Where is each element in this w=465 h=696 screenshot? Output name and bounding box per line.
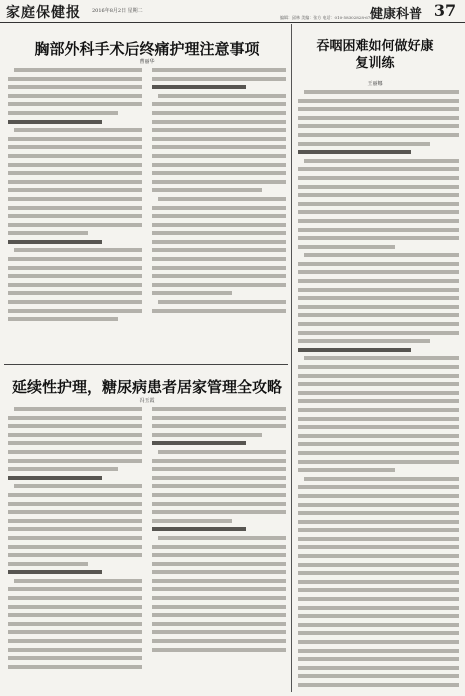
page-number: 37 <box>433 1 457 20</box>
article-author: 王丽娜 <box>367 81 383 87</box>
editor-line: 编辑：邱林 美编：张方 电话：010-58302828-6709 <box>280 15 376 20</box>
article-1-column-1 <box>8 68 142 360</box>
article-3-column <box>298 90 459 692</box>
article-author: 曹丽华 <box>139 59 155 65</box>
article-1-column-2 <box>152 68 286 360</box>
header-rule <box>0 0 465 23</box>
date-line: 2016年8月2日 星期二 <box>92 8 143 14</box>
article-2-column-2 <box>152 407 286 689</box>
article-divider <box>4 364 288 365</box>
article-2-column-1 <box>8 407 142 689</box>
article-title: 胸部外科手术后终痛护理注意事项 <box>34 40 260 58</box>
article-title: 延续性护理，糖尿病患者居家管理全攻略 <box>11 378 282 396</box>
column-divider <box>291 24 292 692</box>
section-name-left: 家庭保健报 <box>6 5 81 21</box>
article-title: 吞咽困难如何做好康复训练 <box>316 39 434 71</box>
section-name-right: 健康科普 <box>370 7 423 22</box>
article-author: 冯玉霞 <box>139 398 155 404</box>
